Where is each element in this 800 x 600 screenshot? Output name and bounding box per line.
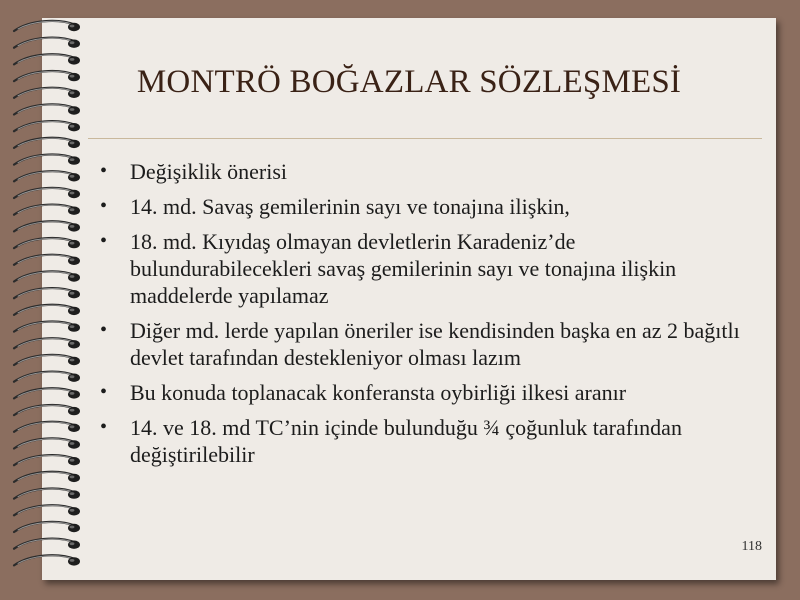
bullet-item — [100, 317, 750, 371]
spiral-ring — [14, 305, 80, 315]
spiral-ring — [14, 38, 80, 48]
spiral-ring — [14, 522, 80, 532]
spiral-ring — [14, 171, 80, 181]
bullet-text: 18. md. Kıyıdaş olmayan devletlerin Karadeniz’de bulundurabilecekleri savaş gemilerinin sayı ve tonajına ilişkin maddelerde yapılamaz — [130, 229, 677, 308]
bullet-dot-icon: • — [100, 160, 108, 182]
spiral-ring — [14, 71, 80, 81]
slide-title: MONTRÖ BOĞAZLAR SÖZLEŞMESİ — [136, 64, 682, 100]
spiral-ring — [14, 238, 80, 248]
spiral-ring — [14, 388, 80, 398]
spiral-ring — [14, 121, 80, 131]
bullet-text: Bu konuda toplanacak konferansta oybirliği ilkesi aranır — [130, 380, 627, 405]
spiral-ring — [14, 138, 80, 148]
bullet-item — [100, 228, 750, 309]
title-divider — [88, 138, 762, 139]
spiral-ring — [14, 288, 80, 298]
spiral-ring — [14, 271, 80, 281]
bullet-item — [100, 414, 750, 468]
bullet-list — [100, 158, 750, 476]
slide-paper — [42, 18, 776, 580]
spiral-ring — [14, 555, 80, 565]
bullet-text: Değişiklik önerisi — [130, 159, 288, 184]
spiral-ring — [14, 489, 80, 499]
bullet-item — [100, 379, 750, 406]
bullet-text: 14. md. Savaş gemilerinin sayı ve tonajına ilişkin, — [130, 194, 570, 219]
spiral-ring — [14, 472, 80, 482]
spiral-ring — [14, 438, 80, 448]
bullet-item — [100, 158, 750, 185]
bullet-text: Diğer md. lerde yapılan öneriler ise kendisinden başka en az 2 bağıtlı devlet tarafından destekleniyor olması lazım — [130, 318, 740, 370]
spiral-ring — [14, 188, 80, 198]
spiral-ring — [14, 338, 80, 348]
spiral-ring — [14, 104, 80, 114]
spiral-ring — [14, 539, 80, 549]
bullet-dot-icon: • — [100, 381, 108, 403]
spiral-ring — [14, 88, 80, 98]
spiral-ring — [14, 54, 80, 64]
bullet-dot-icon: • — [100, 416, 108, 438]
spiral-ring — [14, 405, 80, 415]
spiral-binding-icon — [0, 16, 90, 586]
page-number: 118 — [741, 539, 762, 554]
spiral-ring — [14, 505, 80, 515]
bullet-dot-icon: • — [100, 319, 108, 341]
bullet-dot-icon: • — [100, 230, 108, 252]
bullet-text: 14. ve 18. md TC’nin içinde bulunduğu ¾ çoğunluk tarafından değiştirilebilir — [130, 415, 682, 467]
spiral-ring — [14, 155, 80, 165]
bullet-dot-icon: • — [100, 195, 108, 217]
spiral-ring — [14, 455, 80, 465]
spiral-ring — [14, 21, 80, 31]
spiral-ring — [14, 355, 80, 365]
spiral-ring — [14, 372, 80, 382]
spiral-ring — [14, 422, 80, 432]
bullet-item — [100, 193, 750, 220]
spiral-ring — [14, 255, 80, 265]
spiral-ring — [14, 322, 80, 332]
spiral-ring — [14, 221, 80, 231]
spiral-ring — [14, 205, 80, 215]
